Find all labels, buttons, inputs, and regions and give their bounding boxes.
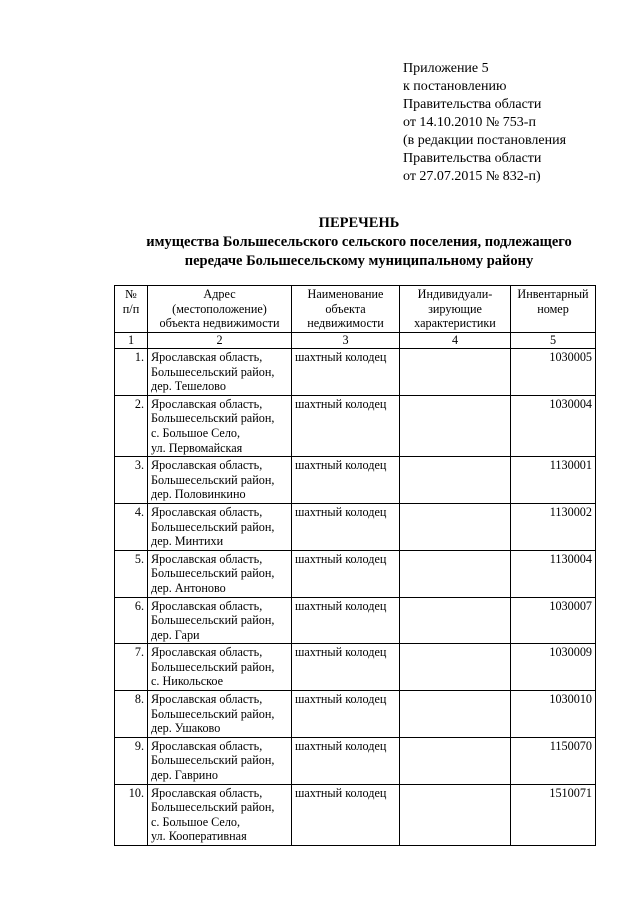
row-address: Ярославская область, Большесельский район, дер. Антоново bbox=[148, 550, 292, 597]
row-object-name: шахтный колодец bbox=[292, 349, 400, 396]
row-number: 7. bbox=[115, 644, 148, 691]
column-number: 3 bbox=[292, 333, 400, 349]
appendix-line: Правительства области bbox=[403, 151, 542, 166]
title-line: передаче Большесельскому муниципальному району bbox=[184, 253, 534, 269]
header-cell-inventory: Инвентарный номер bbox=[511, 286, 596, 333]
header-cell-address: Адрес (местоположение) объекта недвижимости bbox=[148, 286, 292, 333]
row-object-name: шахтный колодец bbox=[292, 644, 400, 691]
row-features bbox=[400, 349, 511, 396]
row-inventory-number: 1030004 bbox=[511, 395, 596, 456]
row-object-name: шахтный колодец bbox=[292, 737, 400, 784]
row-features bbox=[400, 644, 511, 691]
row-inventory-number: 1030007 bbox=[511, 597, 596, 644]
row-address: Ярославская область, Большесельский район, дер. Минтихи bbox=[148, 503, 292, 550]
table-row bbox=[115, 550, 596, 597]
table-row bbox=[115, 644, 596, 691]
row-features bbox=[400, 395, 511, 456]
appendix-line: от 27.07.2015 № 832-п) bbox=[403, 169, 541, 184]
title-line: имущества Большесельского сельского поселения, подлежащего bbox=[146, 234, 572, 250]
appendix-line: (в редакции постановления bbox=[403, 133, 567, 148]
appendix-line: от 14.10.2010 № 753-п bbox=[403, 115, 536, 130]
row-object-name: шахтный колодец bbox=[292, 784, 400, 845]
table-row bbox=[115, 395, 596, 456]
row-address: Ярославская область, Большесельский район, с. Большое Село, ул. Кооперативная bbox=[148, 784, 292, 845]
row-features bbox=[400, 457, 511, 504]
row-address: Ярославская область, Большесельский район, дер. Гаврино bbox=[148, 737, 292, 784]
row-object-name: шахтный колодец bbox=[292, 395, 400, 456]
table-row bbox=[115, 503, 596, 550]
appendix-line: Приложение 5 bbox=[403, 61, 489, 76]
row-object-name: шахтный колодец bbox=[292, 503, 400, 550]
row-features bbox=[400, 691, 511, 738]
row-features bbox=[400, 784, 511, 845]
row-number: 4. bbox=[115, 503, 148, 550]
row-address: Ярославская область, Большесельский район, дер. Половинкино bbox=[148, 457, 292, 504]
row-inventory-number: 1150070 bbox=[511, 737, 596, 784]
property-table bbox=[114, 285, 596, 846]
row-address: Ярославская область, Большесельский район, дер. Гари bbox=[148, 597, 292, 644]
row-number: 3. bbox=[115, 457, 148, 504]
row-features bbox=[400, 550, 511, 597]
row-inventory-number: 1030009 bbox=[511, 644, 596, 691]
row-inventory-number: 1130004 bbox=[511, 550, 596, 597]
title-heading: ПЕРЕЧЕНЬ bbox=[318, 215, 400, 231]
table-row bbox=[115, 349, 596, 396]
row-address: Ярославская область, Большесельский район, с. Большое Село, ул. Первомайская bbox=[148, 395, 292, 456]
row-object-name: шахтный колодец bbox=[292, 597, 400, 644]
header-cell-features: Индивидуали- зирующие характеристики bbox=[400, 286, 511, 333]
row-number: 2. bbox=[115, 395, 148, 456]
row-inventory-number: 1510071 bbox=[511, 784, 596, 845]
table-row bbox=[115, 597, 596, 644]
column-number: 5 bbox=[511, 333, 596, 349]
table-row bbox=[115, 737, 596, 784]
column-number: 1 bbox=[115, 333, 148, 349]
row-number: 10. bbox=[115, 784, 148, 845]
column-number: 2 bbox=[148, 333, 292, 349]
row-inventory-number: 1030005 bbox=[511, 349, 596, 396]
row-number: 8. bbox=[115, 691, 148, 738]
row-address: Ярославская область, Большесельский район, дер. Ушаково bbox=[148, 691, 292, 738]
column-number: 4 bbox=[400, 333, 511, 349]
row-inventory-number: 1130001 bbox=[511, 457, 596, 504]
row-features bbox=[400, 737, 511, 784]
header-cell-number: № п/п bbox=[115, 286, 148, 333]
header-cell-name: Наименование объекта недвижимости bbox=[292, 286, 400, 333]
row-object-name: шахтный колодец bbox=[292, 550, 400, 597]
table-row bbox=[115, 784, 596, 845]
table-row bbox=[115, 457, 596, 504]
row-number: 1. bbox=[115, 349, 148, 396]
appendix-line: к постановлению bbox=[403, 79, 507, 94]
row-number: 6. bbox=[115, 597, 148, 644]
row-features bbox=[400, 597, 511, 644]
row-address: Ярославская область, Большесельский район, с. Никольское bbox=[148, 644, 292, 691]
document-title bbox=[0, 214, 640, 271]
row-object-name: шахтный колодец bbox=[292, 457, 400, 504]
row-address: Ярославская область, Большесельский район, дер. Тешелово bbox=[148, 349, 292, 396]
row-inventory-number: 1030010 bbox=[511, 691, 596, 738]
row-number: 5. bbox=[115, 550, 148, 597]
row-number: 9. bbox=[115, 737, 148, 784]
appendix-block bbox=[403, 60, 566, 186]
table-row bbox=[115, 691, 596, 738]
column-number-row bbox=[115, 333, 596, 349]
table-header-row bbox=[115, 286, 596, 333]
appendix-line: Правительства области bbox=[403, 97, 542, 112]
row-features bbox=[400, 503, 511, 550]
row-inventory-number: 1130002 bbox=[511, 503, 596, 550]
row-object-name: шахтный колодец bbox=[292, 691, 400, 738]
